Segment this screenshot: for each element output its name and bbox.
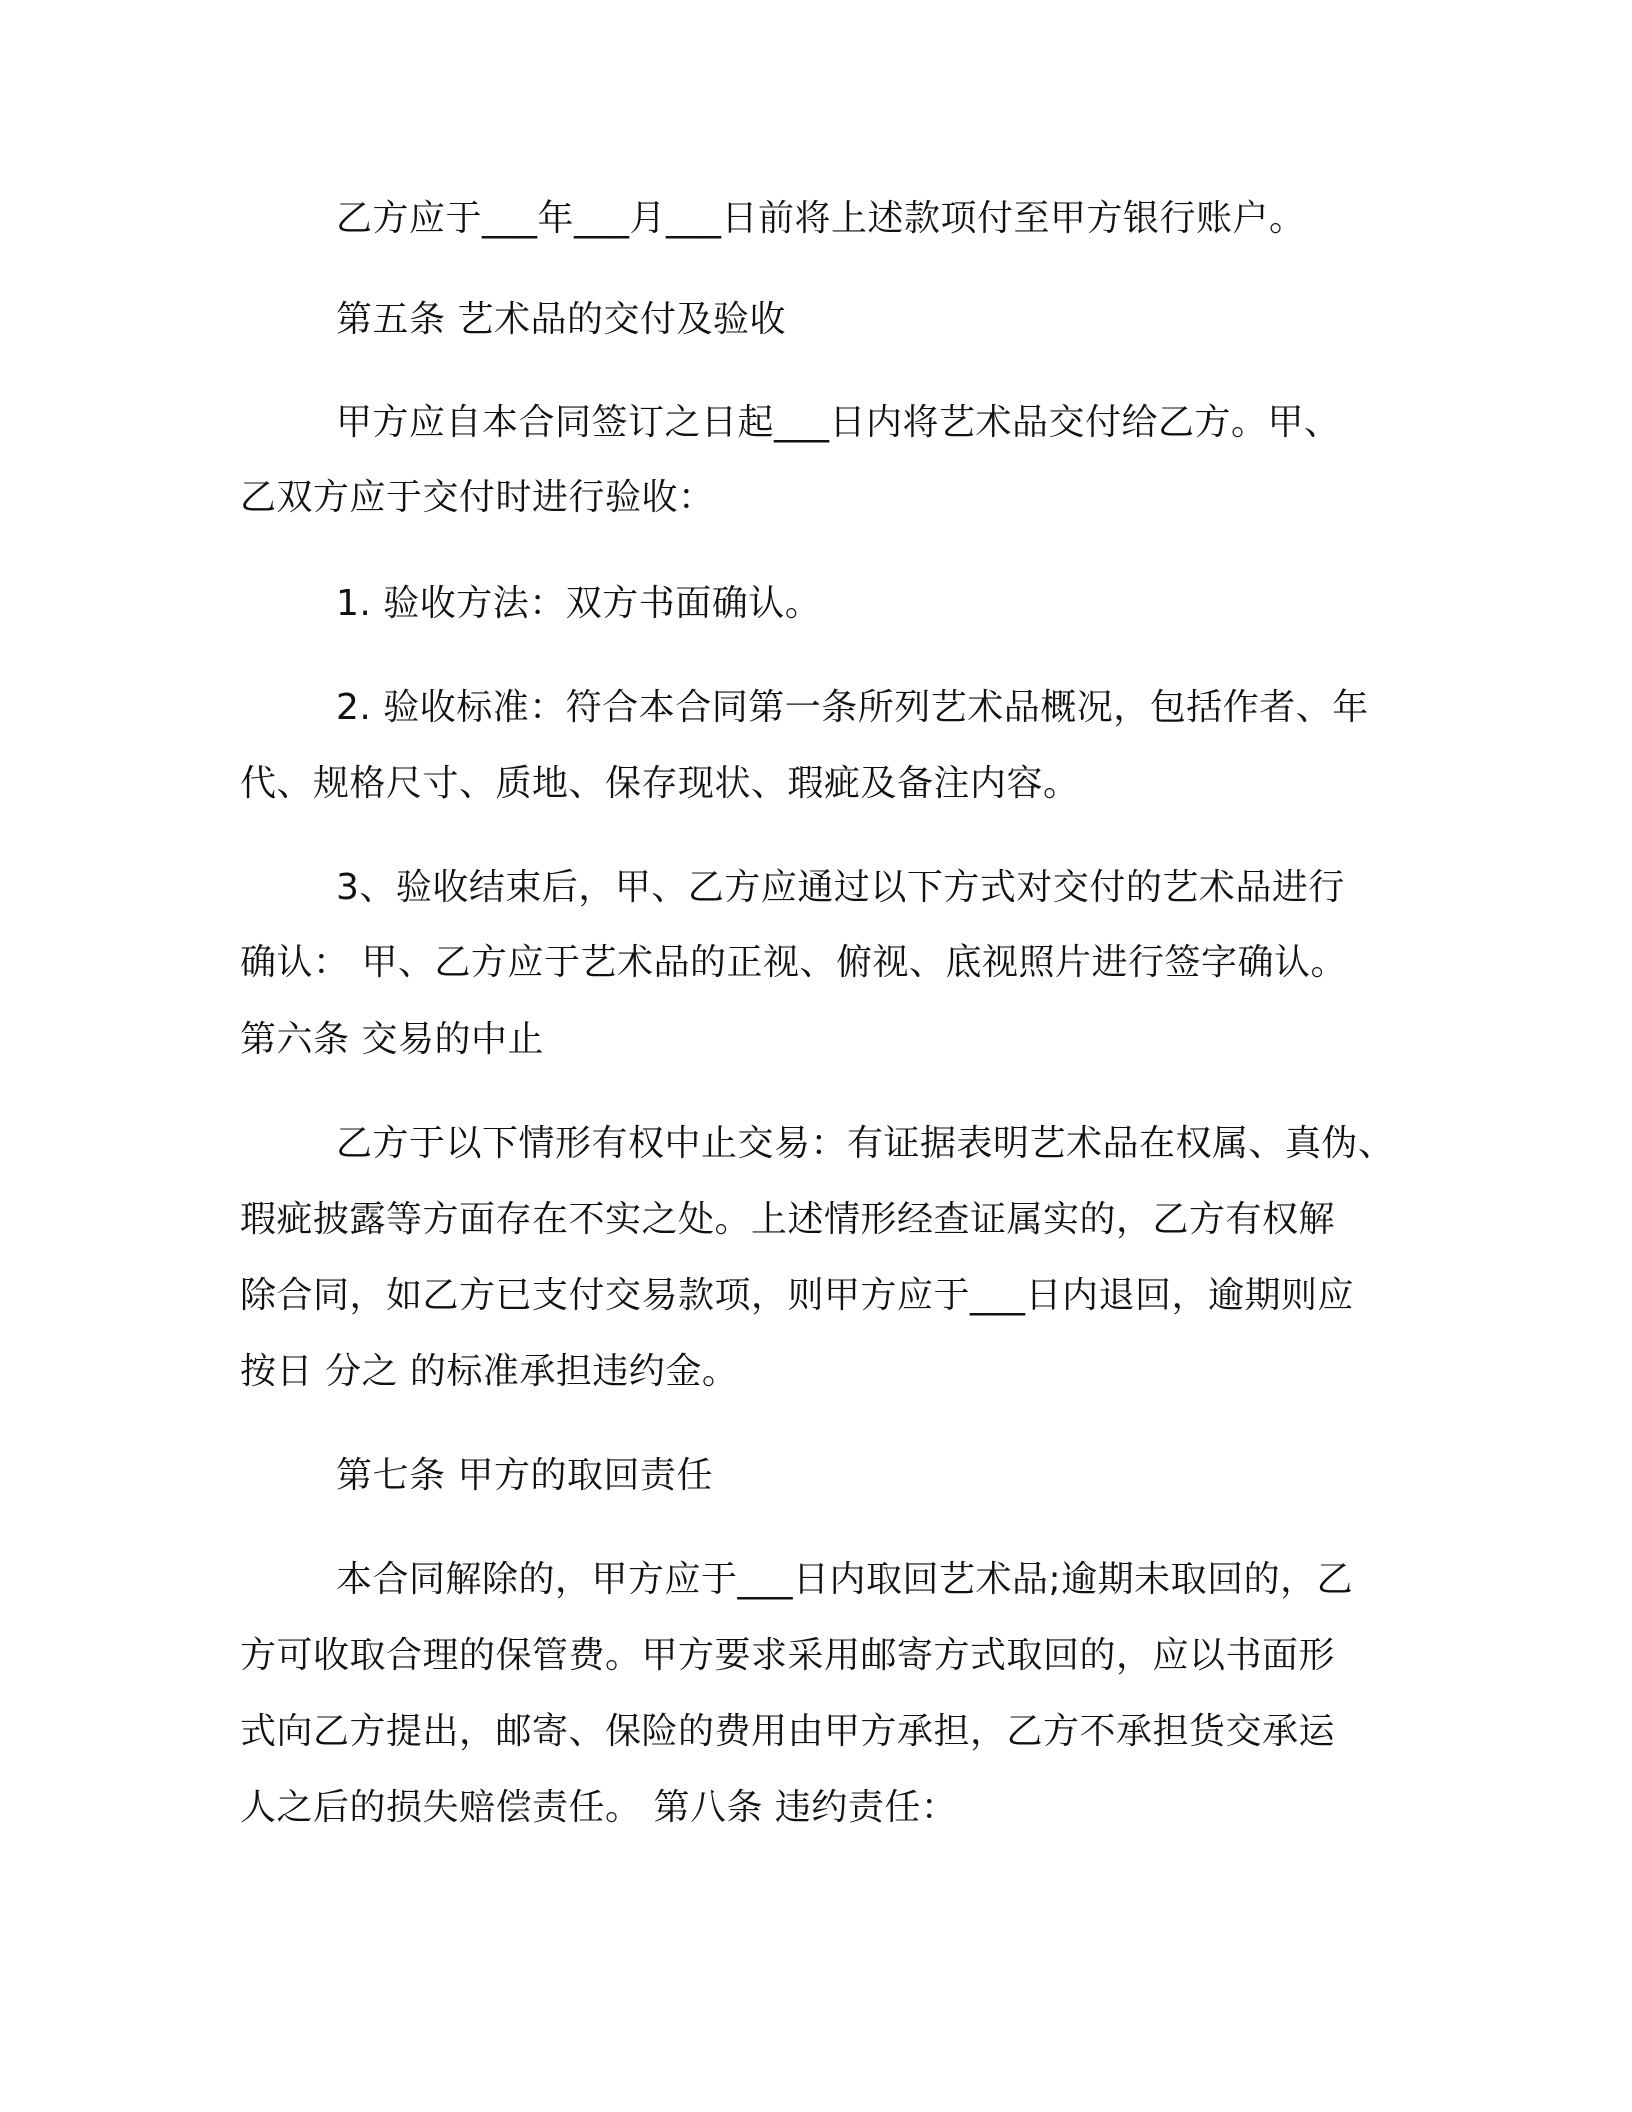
article-7-heading: 第七条 甲方的取回责任 — [336, 1455, 713, 1496]
payment-deadline-line: 乙方应于___年___月___日前将上述款项付至甲方银行账户。 — [336, 198, 1306, 239]
acceptance-method-item: 1. 验收方法：双方书面确认。 — [336, 583, 822, 624]
suspension-paragraph-line-3: 除合同，如乙方已支付交易款项，则甲方应于___日内退回，逾期则应 — [240, 1275, 1355, 1316]
retrieval-paragraph-line-1: 本合同解除的，甲方应于___日内取回艺术品;逾期未取回的，乙 — [336, 1559, 1354, 1600]
article-6-heading: 第六条 交易的中止 — [240, 1019, 544, 1060]
retrieval-paragraph-line-4: 人之后的损失赔偿责任。 第八条 违约责任： — [240, 1787, 958, 1828]
article-5-heading: 第五条 艺术品的交付及验收 — [336, 299, 786, 340]
suspension-paragraph-line-2: 瑕疵披露等方面存在不实之处。上述情形经查证属实的，乙方有权解 — [240, 1199, 1336, 1240]
retrieval-paragraph-line-2: 方可收取合理的保管费。甲方要求采用邮寄方式取回的，应以书面形 — [240, 1635, 1336, 1676]
suspension-paragraph-line-1: 乙方于以下情形有权中止交易：有证据表明艺术品在权属、真伪、 — [336, 1123, 1395, 1164]
suspension-paragraph-line-4: 按日 分之 的标准承担违约金。 — [240, 1351, 739, 1392]
acceptance-confirmation-item-line-2: 确认： 甲、乙方应于艺术品的正视、俯视、底视照片进行签字确认。 — [240, 942, 1347, 983]
acceptance-confirmation-item-line-1: 3、验收结束后，甲、乙方应通过以下方式对交付的艺术品进行 — [336, 867, 1345, 908]
delivery-paragraph-line-2: 乙双方应于交付时进行验收： — [240, 477, 715, 518]
retrieval-paragraph-line-3: 式向乙方提出，邮寄、保险的费用由甲方承担，乙方不承担货交承运 — [240, 1711, 1336, 1752]
delivery-paragraph-line-1: 甲方应自本合同签订之日起___日内将艺术品交付给乙方。甲、 — [336, 402, 1341, 443]
acceptance-standard-item-line-1: 2. 验收标准：符合本合同第一条所列艺术品概况，包括作者、年 — [336, 687, 1369, 728]
acceptance-standard-item-line-2: 代、规格尺寸、质地、保存现状、瑕疵及备注内容。 — [240, 763, 1080, 804]
